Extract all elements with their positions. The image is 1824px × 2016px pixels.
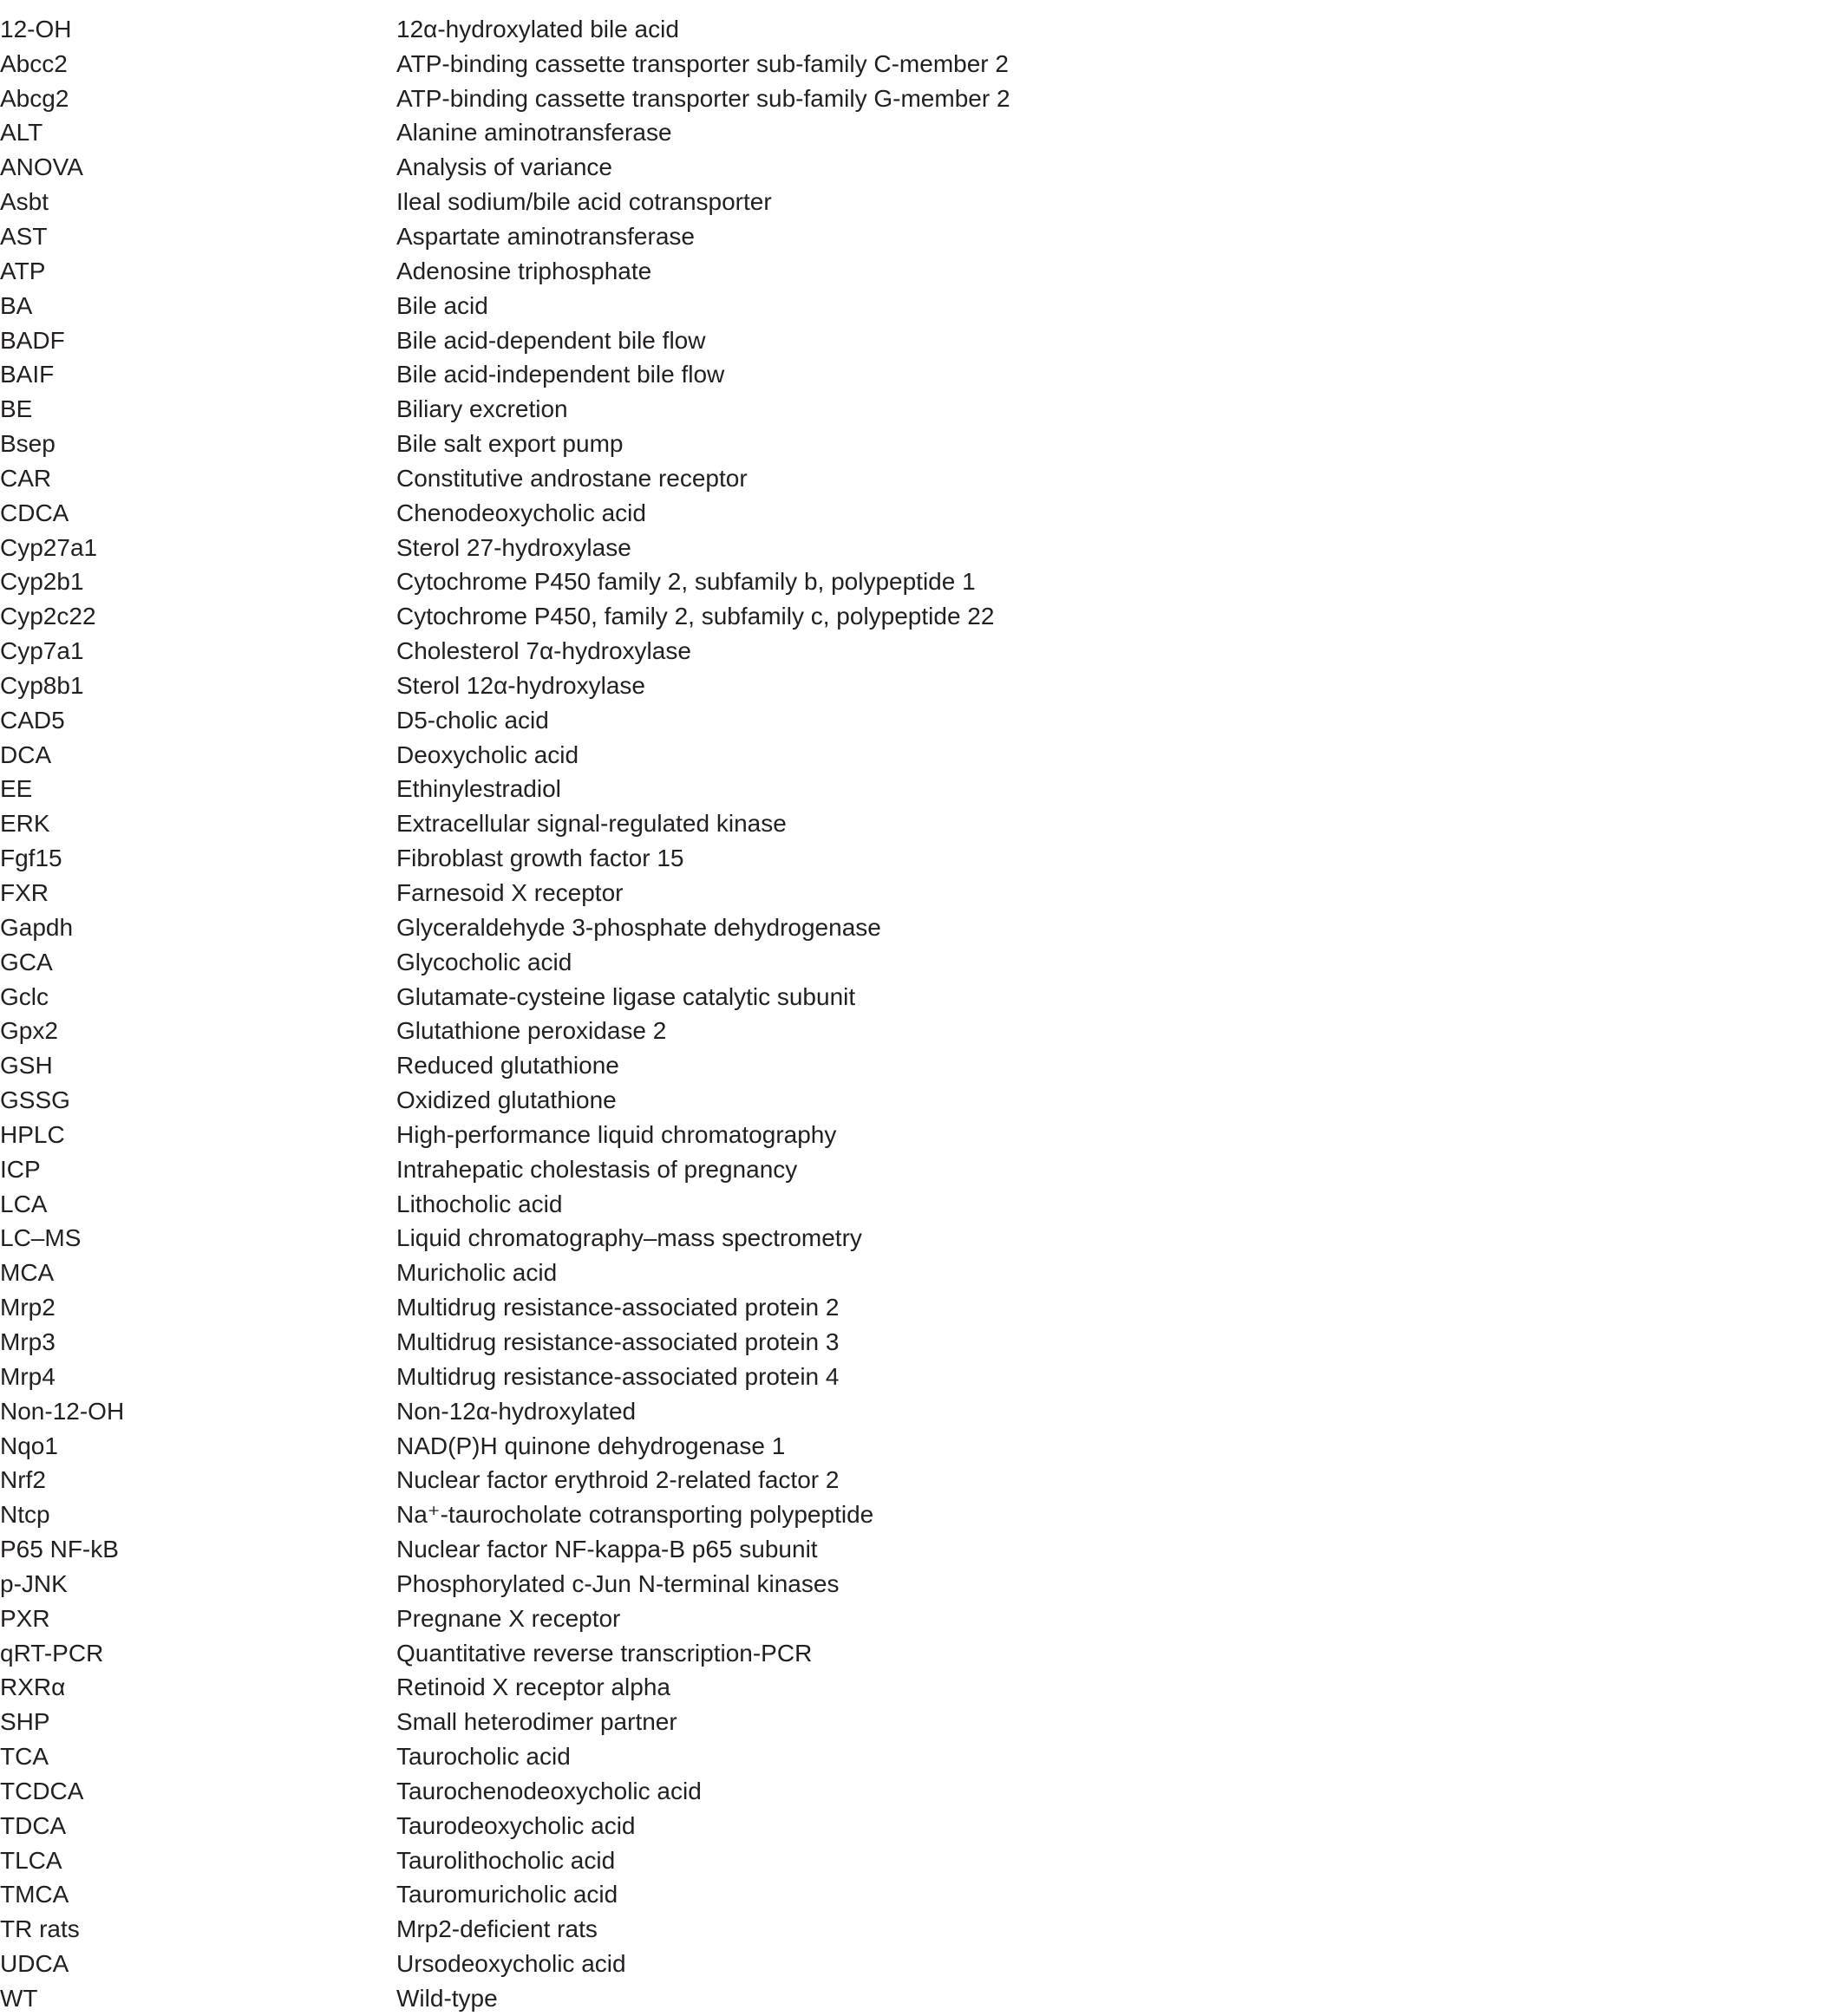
- abbreviation-definition: Intrahepatic cholestasis of pregnancy: [396, 1155, 798, 1183]
- abbreviation-row: [0, 1048, 1214, 1083]
- abbreviation-definition: Sterol 27-hydroxylase: [396, 533, 631, 561]
- abbreviation-term: Cyp8b1: [0, 671, 84, 699]
- abbreviation-term: Gpx2: [0, 1017, 58, 1045]
- abbreviation-row: [0, 806, 1214, 841]
- abbreviation-row: [0, 634, 1214, 669]
- abbreviation-term: Non-12-OH: [0, 1397, 125, 1425]
- abbreviation-definition: Mrp2-deficient rats: [396, 1915, 598, 1943]
- abbreviation-term: LC–MS: [0, 1224, 82, 1252]
- abbreviation-row: [0, 289, 1214, 323]
- abbreviation-definition: NAD(P)H quinone dehydrogenase 1: [396, 1432, 786, 1459]
- abbreviation-row: [0, 1912, 1214, 1947]
- abbreviation-definition: Small heterodimer partner: [396, 1708, 677, 1736]
- abbreviation-definition: Na⁺-taurocholate cotransporting polypeptide: [396, 1501, 874, 1529]
- abbreviation-term: TCDCA: [0, 1777, 84, 1804]
- abbreviation-definition: Bile salt export pump: [396, 430, 624, 458]
- abbreviation-term: LCA: [0, 1190, 48, 1217]
- abbreviation-term: Nqo1: [0, 1432, 58, 1459]
- abbreviation-definition: Phosphorylated c-Jun N-terminal kinases: [396, 1569, 840, 1597]
- abbreviation-definition: Glutamate-cysteine ligase catalytic subunit: [396, 982, 856, 1010]
- abbreviation-definition: Constitutive androstane receptor: [396, 464, 748, 492]
- abbreviation-term: ATP: [0, 257, 46, 284]
- abbreviation-row: [0, 841, 1214, 876]
- abbreviation-term: Fgf15: [0, 845, 62, 872]
- abbreviation-term: TLCA: [0, 1846, 62, 1874]
- abbreviation-definition: Multidrug resistance-associated protein 2: [396, 1294, 840, 1321]
- abbreviation-term: Gclc: [0, 982, 49, 1010]
- abbreviation-row: [0, 1222, 1214, 1256]
- abbreviation-row: [0, 669, 1214, 703]
- abbreviation-row: [0, 116, 1214, 151]
- abbreviation-row: [0, 496, 1214, 531]
- abbreviation-definition: Cholesterol 7α-hydroxylase: [396, 637, 691, 665]
- abbreviation-term: Cyp27a1: [0, 533, 98, 561]
- abbreviation-definition: ATP-binding cassette transporter sub-family G-member 2: [396, 84, 1010, 112]
- abbreviation-term: UDCA: [0, 1950, 69, 1978]
- abbreviation-row: [0, 1636, 1214, 1671]
- abbreviation-term: TDCA: [0, 1811, 67, 1839]
- abbreviation-row: [0, 980, 1214, 1015]
- abbreviation-definition: Glyceraldehyde 3-phosphate dehydrogenase: [396, 913, 881, 941]
- abbreviation-definition: Taurodeoxycholic acid: [396, 1811, 636, 1839]
- abbreviation-term: CAD5: [0, 706, 65, 734]
- abbreviation-row: [0, 323, 1214, 358]
- abbreviation-definition: Ethinylestradiol: [396, 775, 561, 803]
- abbreviation-term: Abcg2: [0, 84, 69, 112]
- abbreviation-term: Cyp2c22: [0, 603, 96, 630]
- abbreviation-term: GSH: [0, 1052, 53, 1080]
- abbreviation-term: PXR: [0, 1604, 50, 1632]
- abbreviation-row: [0, 1325, 1214, 1360]
- abbreviation-term: WT: [0, 1985, 38, 2013]
- abbreviation-definition: Pregnane X receptor: [396, 1604, 621, 1632]
- abbreviation-term: HPLC: [0, 1120, 65, 1148]
- abbreviation-row: [0, 82, 1214, 116]
- abbreviation-row: [0, 1463, 1214, 1497]
- abbreviation-term: p-JNK: [0, 1569, 68, 1597]
- abbreviation-term: SHP: [0, 1708, 50, 1736]
- abbreviation-definition: 12α-hydroxylated bile acid: [396, 15, 679, 42]
- abbreviation-definition: Glutathione peroxidase 2: [396, 1017, 667, 1045]
- abbreviation-definition: Glycocholic acid: [396, 948, 572, 975]
- abbreviation-row: [0, 703, 1214, 738]
- abbreviation-definition: Analysis of variance: [396, 153, 613, 181]
- abbreviation-row: [0, 219, 1214, 254]
- abbreviation-term: Mrp3: [0, 1328, 56, 1355]
- abbreviation-term: qRT-PCR: [0, 1639, 104, 1667]
- abbreviation-row: [0, 12, 1214, 47]
- abbreviation-row: [0, 910, 1214, 945]
- abbreviation-term: Asbt: [0, 188, 49, 216]
- abbreviation-row: [0, 1809, 1214, 1843]
- abbreviation-definition: Multidrug resistance-associated protein 4: [396, 1362, 840, 1390]
- abbreviation-term: ICP: [0, 1155, 41, 1183]
- abbreviation-term: Cyp2b1: [0, 568, 84, 596]
- abbreviation-definition: Bile acid-independent bile flow: [396, 361, 725, 388]
- abbreviation-row: [0, 738, 1214, 773]
- abbreviation-definition: Fibroblast growth factor 15: [396, 845, 684, 872]
- abbreviation-row: [0, 945, 1214, 980]
- abbreviation-row: [0, 1118, 1214, 1152]
- abbreviation-term: Ntcp: [0, 1501, 50, 1529]
- abbreviation-row: [0, 47, 1214, 82]
- abbreviation-row: [0, 1014, 1214, 1048]
- abbreviation-definition: Biliary excretion: [396, 395, 568, 423]
- abbreviation-row: [0, 1981, 1214, 2016]
- abbreviation-row: [0, 150, 1214, 185]
- abbreviation-definition: High-performance liquid chromatography: [396, 1120, 837, 1148]
- abbreviation-term: Mrp2: [0, 1294, 56, 1321]
- abbreviation-term: 12-OH: [0, 15, 72, 42]
- abbreviation-row: [0, 1843, 1214, 1878]
- abbreviation-term: ERK: [0, 810, 50, 838]
- abbreviation-term: Gapdh: [0, 913, 74, 941]
- abbreviation-row: [0, 392, 1214, 427]
- abbreviation-term: DCA: [0, 741, 52, 768]
- abbreviation-definition: Ileal sodium/bile acid cotransporter: [396, 188, 772, 216]
- abbreviation-definition: Ursodeoxycholic acid: [396, 1950, 626, 1978]
- abbreviation-definition: Nuclear factor NF-kappa-B p65 subunit: [396, 1536, 818, 1563]
- abbreviation-definition: Adenosine triphosphate: [396, 257, 652, 284]
- abbreviation-row: [0, 1567, 1214, 1602]
- abbreviation-term: BAIF: [0, 361, 55, 388]
- abbreviation-definition: Nuclear factor erythroid 2-related factor 2: [396, 1466, 840, 1494]
- abbreviation-row: [0, 531, 1214, 565]
- abbreviation-term: TCA: [0, 1743, 49, 1771]
- abbreviation-definition: D5-cholic acid: [396, 706, 549, 734]
- abbreviation-term: EE: [0, 775, 33, 803]
- abbreviation-term: GSSG: [0, 1086, 70, 1114]
- abbreviation-row: [0, 1083, 1214, 1118]
- abbreviation-term: TMCA: [0, 1881, 69, 1908]
- abbreviation-definition: Liquid chromatography–mass spectrometry: [396, 1224, 862, 1252]
- abbreviation-definition: Extracellular signal-regulated kinase: [396, 810, 787, 838]
- abbreviation-definition: Sterol 12α-hydroxylase: [396, 671, 645, 699]
- abbreviation-term: TR rats: [0, 1915, 80, 1943]
- abbreviation-row: [0, 1532, 1214, 1567]
- abbreviation-definition: Bile acid: [396, 291, 488, 319]
- abbreviation-term: CAR: [0, 464, 52, 492]
- abbreviation-definition: Cytochrome P450, family 2, subfamily c, polypeptide 22: [396, 603, 995, 630]
- abbreviation-term: ALT: [0, 119, 43, 147]
- abbreviation-list: [0, 12, 1214, 2016]
- abbreviation-definition: Non-12α-hydroxylated: [396, 1397, 637, 1425]
- abbreviation-row: [0, 1187, 1214, 1222]
- abbreviation-row: [0, 1394, 1214, 1429]
- abbreviation-definition: Oxidized glutathione: [396, 1086, 617, 1114]
- abbreviation-term: Mrp4: [0, 1362, 56, 1390]
- abbreviation-row: [0, 1671, 1214, 1706]
- abbreviation-definition: Bile acid-dependent bile flow: [396, 326, 706, 354]
- abbreviation-definition: Multidrug resistance-associated protein 3: [396, 1328, 840, 1355]
- abbreviation-definition: Quantitative reverse transcription-PCR: [396, 1639, 813, 1667]
- abbreviation-row: [0, 427, 1214, 461]
- abbreviation-definition: Taurocholic acid: [396, 1743, 571, 1771]
- abbreviation-term: GCA: [0, 948, 53, 975]
- abbreviation-row: [0, 565, 1214, 600]
- abbreviation-term: Abcc2: [0, 49, 68, 77]
- abbreviation-term: BE: [0, 395, 33, 423]
- abbreviation-row: [0, 185, 1214, 219]
- abbreviation-row: [0, 357, 1214, 392]
- abbreviation-row: [0, 1739, 1214, 1774]
- abbreviation-row: [0, 773, 1214, 807]
- abbreviation-term: ANOVA: [0, 153, 83, 181]
- abbreviation-row: [0, 1256, 1214, 1290]
- abbreviation-row: [0, 1152, 1214, 1187]
- abbreviation-term: Bsep: [0, 430, 56, 458]
- abbreviation-definition: Aspartate aminotransferase: [396, 222, 695, 250]
- abbreviation-row: [0, 1878, 1214, 1913]
- abbreviation-term: P65 NF-kB: [0, 1536, 119, 1563]
- abbreviation-row: [0, 599, 1214, 634]
- abbreviation-term: RXRα: [0, 1673, 66, 1701]
- abbreviation-definition: Cytochrome P450 family 2, subfamily b, polypeptide 1: [396, 568, 976, 596]
- abbreviation-term: Cyp7a1: [0, 637, 84, 665]
- abbreviation-row: [0, 1705, 1214, 1739]
- abbreviation-row: [0, 1290, 1214, 1325]
- abbreviation-row: [0, 1947, 1214, 1981]
- abbreviation-term: FXR: [0, 879, 49, 907]
- abbreviation-row: [0, 1497, 1214, 1532]
- abbreviation-definition: Wild-type: [396, 1985, 498, 2013]
- abbreviation-definition: Reduced glutathione: [396, 1052, 619, 1080]
- abbreviation-definition: Tauromuricholic acid: [396, 1881, 618, 1908]
- abbreviation-row: [0, 254, 1214, 289]
- abbreviation-row: [0, 1602, 1214, 1636]
- abbreviation-term: BA: [0, 291, 33, 319]
- abbreviation-definition: Muricholic acid: [396, 1259, 558, 1287]
- abbreviation-row: [0, 461, 1214, 496]
- abbreviation-definition: Taurolithocholic acid: [396, 1846, 616, 1874]
- abbreviation-term: MCA: [0, 1259, 55, 1287]
- abbreviation-row: [0, 1360, 1214, 1394]
- abbreviation-term: BADF: [0, 326, 65, 354]
- abbreviation-term: CDCA: [0, 499, 69, 526]
- abbreviation-definition: Alanine aminotransferase: [396, 119, 672, 147]
- abbreviation-row: [0, 1429, 1214, 1464]
- abbreviation-definition: Retinoid X receptor alpha: [396, 1673, 670, 1701]
- abbreviation-definition: ATP-binding cassette transporter sub-family C-member 2: [396, 49, 1009, 77]
- abbreviation-term: AST: [0, 222, 48, 250]
- abbreviation-definition: Lithocholic acid: [396, 1190, 563, 1217]
- abbreviation-term: Nrf2: [0, 1466, 46, 1494]
- abbreviation-row: [0, 1774, 1214, 1809]
- abbreviation-definition: Chenodeoxycholic acid: [396, 499, 646, 526]
- abbreviation-definition: Deoxycholic acid: [396, 741, 579, 768]
- abbreviation-row: [0, 876, 1214, 910]
- abbreviation-definition: Farnesoid X receptor: [396, 879, 624, 907]
- abbreviation-definition: Taurochenodeoxycholic acid: [396, 1777, 702, 1804]
